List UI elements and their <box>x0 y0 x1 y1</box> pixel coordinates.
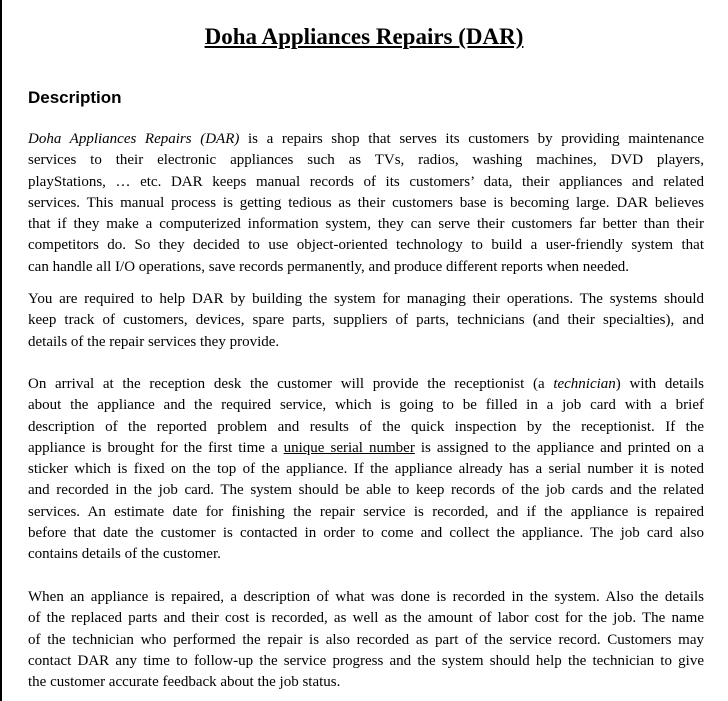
text-run: can handle all I/O operations, save records permanently, and produce different reports when needed. <box>28 258 630 275</box>
text-run: You are required to help DAR by building the system for managing their operations. The systems should <box>28 291 704 307</box>
text-run: is assigned to the appliance and printed on a <box>414 439 704 456</box>
text-run: description of the reported problem and results of the quick inspection by the receptionist. If the <box>28 418 704 435</box>
text-line <box>28 438 704 459</box>
paragraph-repair <box>28 587 704 693</box>
text-run: On arrival at the reception desk the customer will provide the receptionist (a <box>28 376 554 392</box>
text-line <box>28 544 704 565</box>
text-run: of the replaced parts and their cost is recorded, as well as the amount of labor cost for the job. The name <box>28 610 704 627</box>
text-line <box>28 193 704 214</box>
paragraph-requirements <box>28 289 704 353</box>
text-line <box>28 172 704 193</box>
italic-text: technician <box>553 376 616 392</box>
paragraph-reception <box>28 374 704 566</box>
text-run: the customer accurate feedback about the job status. <box>28 674 341 691</box>
text-run: appliance is brought for the first time a <box>28 439 284 456</box>
text-line <box>28 523 704 544</box>
text-run: keep track of customers, devices, spare parts, suppliers of parts, technicians (and their specialties), and <box>28 312 704 329</box>
text-line <box>28 630 704 651</box>
text-run: services to their electronic appliances such as TVs, radios, washing machines, DVD players, <box>28 152 704 169</box>
text-line <box>28 395 704 416</box>
paragraph-intro <box>28 129 704 278</box>
text-run: ) with details <box>615 376 704 392</box>
section-heading-description: Description <box>28 88 122 107</box>
text-line <box>28 608 704 629</box>
text-line <box>28 480 704 501</box>
text-line <box>28 502 704 523</box>
text-run: of the technician who performed the repair is also recorded as part of the service record. Customers may <box>28 631 704 648</box>
text-line <box>28 310 704 331</box>
page-left-border <box>0 0 2 701</box>
text-line <box>28 235 704 256</box>
text-line <box>28 651 704 672</box>
text-run: When an appliance is repaired, a description of what was done is recorded in the system. Also the details <box>28 589 704 605</box>
text-run: playStations, … etc. DAR keeps manual records of its customers’ data, their appliances and related <box>28 173 704 190</box>
document-title: Doha Appliances Repairs (DAR) <box>204 24 524 49</box>
text-line <box>28 332 704 353</box>
text-run: that if they make a computerized information system, they can serve their customers far better than their <box>28 216 704 233</box>
text-line <box>28 289 704 310</box>
italic-text: Doha Appliances Repairs (DAR) <box>28 131 240 147</box>
text-run: about the appliance and the required service, which is going to be filled in a job card with a brief <box>28 397 704 414</box>
text-line <box>28 459 704 480</box>
text-run: before that date the customer is contacted in order to come and collect the appliance. The job card also <box>28 525 704 542</box>
text-run: and recorded in the job card. The system should be able to keep records of the job cards and the related <box>28 482 704 499</box>
text-line <box>28 374 704 395</box>
text-line <box>28 129 704 150</box>
text-line <box>28 417 704 438</box>
text-line <box>28 214 704 235</box>
text-run: is a repairs shop that serves its customers by providing maintenance <box>239 131 704 147</box>
text-run: contains details of the customer. <box>28 546 221 563</box>
text-run: details of the repair services they provide. <box>28 333 280 350</box>
text-run: competitors do. So they decided to use object-oriented technology to build a user-friendly system that <box>28 237 704 254</box>
text-line <box>28 587 704 608</box>
text-line <box>28 257 704 278</box>
underlined-text: unique serial number <box>283 439 415 456</box>
text-run: contact DAR any time to follow-up the service progress and the system should help the technician to give <box>28 652 704 669</box>
text-run: services. An estimate date for finishing the repair service is recorded, and if the appliance is repaired <box>28 503 704 520</box>
text-line <box>28 672 704 693</box>
text-line <box>28 150 704 171</box>
text-run: services. This manual process is getting tedious as their customers base is becoming large. DAR believes <box>28 194 704 211</box>
text-run: sticker which is fixed on the top of the appliance. If the appliance already has a serial number it is noted <box>28 461 704 478</box>
